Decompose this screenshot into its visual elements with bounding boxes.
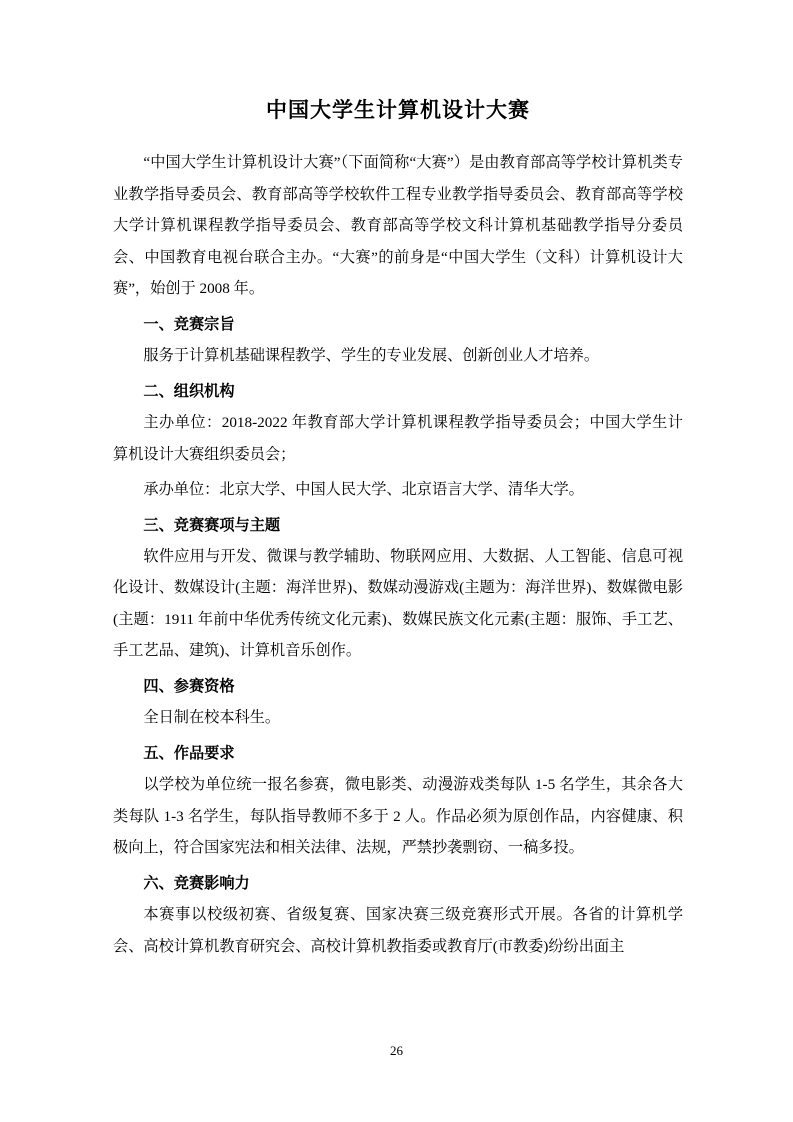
section-2-paragraph-2: 承办单位：北京大学、中国人民大学、北京语言大学、清华大学。 bbox=[143, 481, 584, 499]
section-heading-3: 三、竞赛赛项与主题 bbox=[143, 516, 281, 534]
section-heading-2: 二、组织机构 bbox=[143, 382, 235, 400]
section-heading-6: 六、竞赛影响力 bbox=[143, 874, 250, 892]
page-title: 中国大学生计算机设计大赛 bbox=[266, 99, 530, 122]
section-5-paragraph-1: 以学校为单位统一报名参赛，微电影类、动漫游戏类每队 1-5 名学生，其余各大类每队 1-3 名学生，每队指导教师不多于 2 人。作品必须为原创作品，内容健康、积极向上，符合国家宪法和相关法律、法规，严禁抄袭剽窃、一稿多投。 bbox=[113, 776, 683, 857]
section-heading-4: 四、参赛资格 bbox=[143, 677, 235, 695]
document-body bbox=[113, 96, 683, 966]
section-6-paragraph-1: 本赛事以校级初赛、省级复赛、国家决赛三级竞赛形式开展。各省的计算机学会、高校计算机教育研究会、高校计算机教指委或教育厅(市教委)纷纷出面主 bbox=[113, 906, 683, 955]
page-number: 26 bbox=[390, 1043, 403, 1058]
section-3-paragraph-1: 软件应用与开发、微课与教学辅助、物联网应用、大数据、人工智能、信息可视化设计、数媒设计(主题：海洋世界)、数媒动漫游戏(主题为：海洋世界)、数媒微电影(主题：1911 年前中华优秀传统文化元素)、数媒民族文化元素(主题：服饰、手工艺、手工艺品、建筑)、计算机音乐创作。 bbox=[113, 548, 683, 660]
intro-paragraph: “中国大学生计算机设计大赛”（下面简称“大赛”）是由教育部高等学校计算机类专业教学指导委员会、教育部高等学校软件工程专业教学指导委员会、教育部高等学校大学计算机课程教学指导委员会、教育部高等学校文科计算机基础教学指导分委员会、中国教育电视台联合主办。“大赛”的前身是“中国大学生（文科）计算机设计大赛”，始创于 2008 年。 bbox=[113, 154, 683, 298]
section-4-paragraph-1: 全日制在校本科生。 bbox=[143, 709, 281, 727]
section-heading-5: 五、作品要求 bbox=[143, 744, 235, 762]
section-heading-1: 一、竞赛宗旨 bbox=[143, 315, 235, 333]
section-1-paragraph-1: 服务于计算机基础课程教学、学生的专业发展、创新创业人才培养。 bbox=[143, 347, 600, 365]
section-2-paragraph-1: 主办单位：2018-2022 年教育部大学计算机课程教学指导委员会；中国大学生计算机设计大赛组织委员会； bbox=[113, 414, 683, 463]
